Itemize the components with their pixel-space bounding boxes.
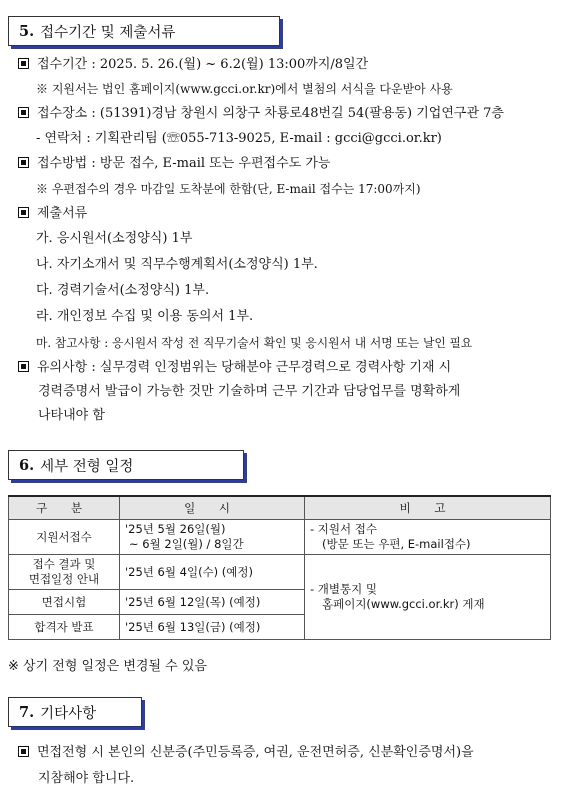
col-header-datetime: 일 시	[120, 496, 305, 520]
square-bullet-icon	[18, 58, 29, 69]
method-note: ※ 우편접수의 경우 마감일 도착분에 한함(단, E-mail 접수는 17:00까지)	[36, 182, 421, 196]
cell-category: 접수 결과 및 면접일정 안내	[9, 555, 120, 590]
cell-remarks-merged: - 개별통지 및 홈페이지(www.gcci.or.kr) 게재	[305, 555, 551, 640]
contact-line: - 연락처 : 기획관리팀 (☏055-713-9025, E-mail : gcci@gcci.or.kr)	[36, 131, 442, 146]
docs-line: 제출서류	[18, 205, 87, 223]
caution-line-2: 경력증명서 발급이 가능한 것만 기술하며 근무 기간과 담당업무를 명확하게	[38, 384, 461, 399]
period-line: 접수기간 : 2025. 5. 26.(월) ~ 6.2(월) 13:00까지/8일간	[18, 56, 368, 74]
cell-remarks: - 지원서 접수 (방문 또는 우편, E-mail접수)	[305, 520, 551, 555]
section-title: 접수기간 및 제출서류	[40, 24, 176, 41]
period-note: ※ 지원서는 법인 홈페이지(www.gcci.or.kr)에서 별첨의 서식을 다운받아 사용	[36, 82, 453, 96]
method-line: 접수방법 : 방문 접수, E-mail 또는 우편접수도 가능	[18, 155, 330, 173]
cell-date: '25년 6월 4일(수) (예정)	[120, 555, 305, 590]
caution-line-3: 나타내야 함	[38, 408, 105, 423]
etc-line: 면접전형 시 본인의 신분증(주민등록증, 여권, 운전면허증, 신분확인증명서)을	[18, 744, 474, 762]
section-title: 기타사항	[40, 705, 97, 722]
docs-item: 나. 자기소개서 및 직무수행계획서(소정양식) 1부.	[36, 257, 318, 272]
schedule-table	[8, 495, 551, 640]
docs-item: 라. 개인정보 수집 및 이용 동의서 1부.	[36, 309, 254, 324]
col-header-remarks: 비 고	[305, 496, 551, 520]
cell-date: '25년 6월 13일(금) (예정)	[120, 615, 305, 640]
section-title: 세부 전형 일정	[40, 458, 134, 475]
docs-item: 가. 응시원서(소정양식) 1부	[36, 231, 193, 246]
schedule-footnote: ※ 상기 전형 일정은 변경될 수 있음	[8, 659, 207, 674]
table-header-row	[9, 496, 551, 520]
section-7-header	[8, 697, 142, 727]
square-bullet-icon	[18, 157, 29, 168]
place-line: 접수장소 : (51391)경남 창원시 의창구 차룡로48번길 54(팔용동) 기업연구관 7층	[18, 105, 504, 123]
caution-line: 유의사항 : 실무경력 인정범위는 당해분야 근무경력으로 경력사항 기재 시	[18, 359, 451, 377]
square-bullet-icon	[18, 746, 29, 757]
section-number: 6.	[19, 456, 35, 474]
square-bullet-icon	[18, 207, 29, 218]
section-6-header	[8, 450, 244, 480]
section-5-header	[8, 16, 280, 46]
table-row	[9, 555, 551, 590]
cell-category: 합격자 발표	[9, 615, 120, 640]
cell-category: 면접시험	[9, 590, 120, 615]
docs-item: 다. 경력기술서(소정양식) 1부.	[36, 283, 210, 298]
square-bullet-icon	[18, 107, 29, 118]
square-bullet-icon	[18, 361, 29, 372]
docs-item: 마. 참고사항 : 응시원서 작성 전 직무기술서 확인 및 응시원서 내 서명 또는 날인 필요	[36, 336, 473, 350]
col-header-category: 구 분	[9, 496, 120, 520]
section-number: 5.	[19, 22, 35, 40]
cell-date: '25년 5월 26일(월) ~ 6월 2일(월) / 8일간	[120, 520, 305, 555]
cell-category: 지원서접수	[9, 520, 120, 555]
table-row	[9, 520, 551, 555]
section-number: 7.	[19, 703, 35, 721]
cell-date: '25년 6월 12일(목) (예정)	[120, 590, 305, 615]
etc-line-2: 지참해야 합니다.	[38, 771, 135, 786]
